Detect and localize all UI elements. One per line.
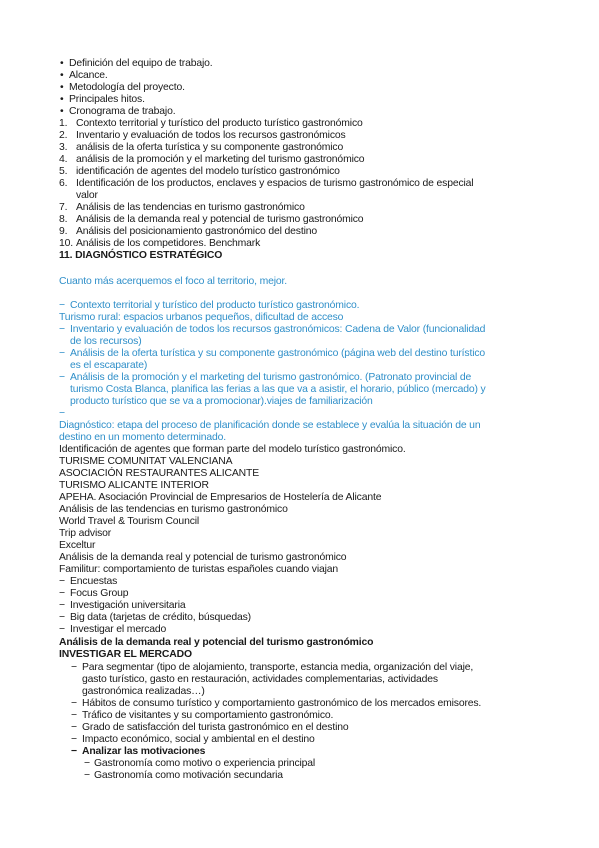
text-line: Investigar el mercado [70,624,167,635]
list-marker: − [59,624,65,635]
text-line: Para segmentar (tipo de alojamiento, transporte, estancia media, organización del viaje, [82,662,474,673]
text-line: Análisis de la demanda real y potencial de turismo gastronómico [59,552,347,563]
text-line: Turismo rural: espacios urbanos pequeños, dificultad de acceso [59,312,344,323]
text-line: Metodología del proyecto. [69,82,185,93]
list-marker: − [59,324,65,335]
list-marker: − [59,588,65,599]
list-marker: 3. [59,142,68,153]
text-line: Focus Group [70,588,129,599]
text-line: World Travel & Tourism Council [59,516,200,527]
list-marker: − [59,612,65,623]
text-line: Identificación de agentes que forman parte del modelo turístico gastronómico. [59,444,406,455]
list-marker: − [59,576,65,587]
text-line: Familitur: comportamiento de turistas españoles cuando viajan [59,564,339,575]
text-line: TURISMO ALICANTE INTERIOR [59,480,209,491]
text-line: Contexto territorial y turístico del producto turístico gastronómico [76,118,363,129]
text-line: identificación de agentes del modelo turístico gastronómico [76,166,340,177]
text-line: Gastronomía como motivación secundaria [94,770,283,781]
heading-line: 11. DIAGNÓSTICO ESTRATÉGICO [59,250,223,261]
text-line: Diagnóstico: etapa del proceso de planificación donde se establece y evalúa la situación de un [59,420,481,431]
text-line: Grado de satisfacción del turista gastronómico en el destino [82,722,349,733]
text-line: Identificación de los productos, enclaves y espacios de turismo gastronómico de especial [76,178,474,189]
text-line: Impacto económico, social y ambiental en el destino [82,734,315,745]
list-marker: − [71,710,77,721]
text-line: Análisis de la demanda real y potencial de turismo gastronómico [76,214,364,225]
text-line: análisis de la promoción y el marketing del turismo gastronómico [76,154,365,165]
text-line: Contexto territorial y turístico del producto turístico gastronómico. [70,300,360,311]
list-marker: − [59,300,65,311]
list-marker: − [71,722,77,733]
text-line: Cronograma de trabajo. [69,106,176,117]
text-line: APEHA. Asociación Provincial de Empresarios de Hostelería de Alicante [59,492,382,503]
list-marker: 5. [59,166,68,177]
text-line: Análisis de los competidores. Benchmark [76,238,261,249]
list-marker: 10. [59,238,73,249]
list-marker: − [71,662,77,673]
text-line: TURISME COMUNITAT VALENCIANA [59,456,233,467]
text-line: Análisis del posicionamiento gastronómico del destino [76,226,317,237]
text-line: turismo Costa Blanca, planifica las ferias a las que va a asistir, el horario, público (mercado) y [70,384,486,395]
list-marker: 1. [59,118,68,129]
list-marker: − [71,734,77,745]
heading-line: Analizar las motivaciones [82,746,206,757]
text-line: valor [76,190,98,201]
list-marker: − [71,698,77,709]
list-marker: 7. [59,202,68,213]
text-line: de los recursos) [70,336,142,347]
text-line: es el escaparate) [70,360,148,371]
list-marker: − [59,348,65,359]
text-line: Gastronomía como motivo o experiencia principal [94,758,316,769]
list-marker: • [60,58,64,69]
text-line: Análisis de las tendencias en turismo gastronómico [76,202,305,213]
text-line: Trip advisor [59,528,112,539]
text-line: Inventario y evaluación de todos los recursos gastronómicos: Cadena de Valor (funcionalidad [70,324,486,335]
list-marker: • [60,70,64,81]
text-line: Análisis de la promoción y el marketing del turismo gastronómico. (Patronato provincial de [70,372,472,383]
list-marker: − [84,758,90,769]
text-line: Exceltur [59,540,96,551]
text-line: Big data (tarjetas de crédito, búsquedas) [70,612,251,623]
list-marker: • [60,82,64,93]
list-marker: • [60,106,64,117]
text-line: Cuanto más acerquemos el foco al territorio, mejor. [59,276,287,287]
list-marker: 8. [59,214,68,225]
list-marker: − [59,372,65,383]
text-line: Hábitos de consumo turístico y comportamiento gastronómico de los mercados emisores. [82,698,482,709]
list-marker: − [59,600,65,611]
text-line: destino en un momento determinado. [59,432,227,443]
text-line: Inventario y evaluación de todos los recursos gastronómicos [76,130,346,141]
list-marker: 4. [59,154,68,165]
text-line: Investigación universitaria [70,600,186,611]
list-marker: 6. [59,178,68,189]
text-line: producto turístico que se va a promocionar).viajes de familiarización [70,396,373,407]
text-line: gastronómica realizadas…) [82,686,205,697]
text-line: ASOCIACIÓN RESTAURANTES ALICANTE [59,468,259,479]
list-marker: • [60,94,64,105]
list-marker: − [71,746,77,757]
text-line: Encuestas [70,576,118,587]
heading-line: INVESTIGAR EL MERCADO [59,649,192,660]
text-line: Tráfico de visitantes y su comportamiento gastronómico. [82,710,334,721]
list-marker: − [59,408,65,419]
list-marker: − [84,770,90,781]
heading-line: Análisis de la demanda real y potencial del turismo gastronómico [59,637,374,648]
text-line: gasto turístico, gasto en restauración, actividades complementarias, actividades [82,674,438,685]
text-line: Definición del equipo de trabajo. [69,58,213,69]
text-line: Análisis de la oferta turística y su componente gastronómico (página web del destino turístico [70,348,486,359]
text-line: Principales hitos. [69,94,145,105]
text-line: análisis de la oferta turística y su componente gastronómico [76,142,344,153]
text-line: Alcance. [69,70,108,81]
text-line: Análisis de las tendencias en turismo gastronómico [59,504,288,515]
list-marker: 9. [59,226,68,237]
list-marker: 2. [59,130,68,141]
